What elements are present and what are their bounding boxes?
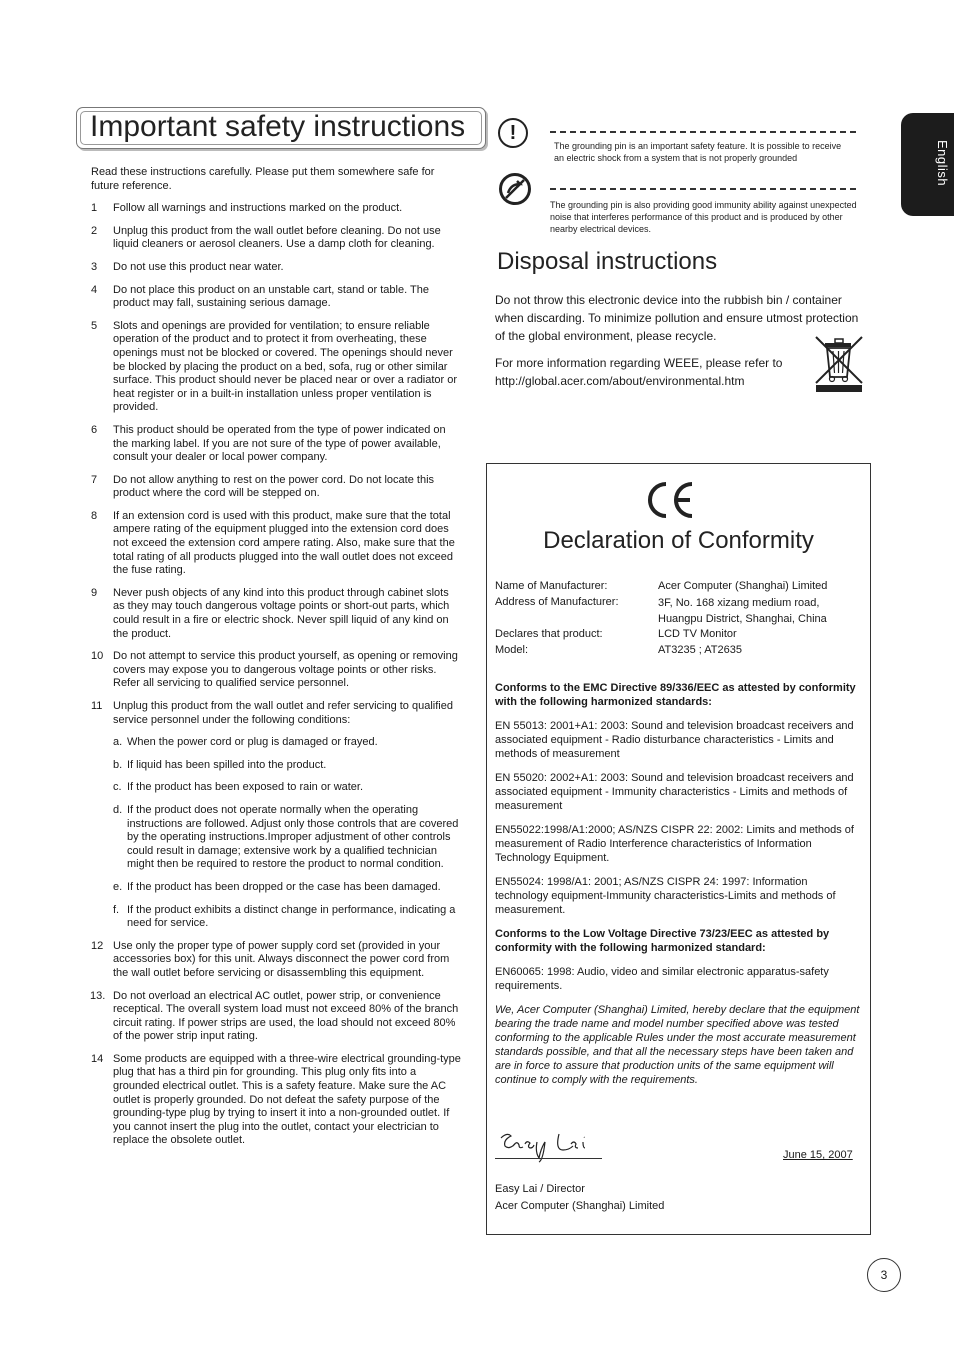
sub-list-item: a. When the power cord or plug is damaged or frayed. — [113, 736, 378, 749]
emc-heading: Conforms to the EMC Directive 89/336/EEC as attested by conformity with the following harmonized standards: — [495, 682, 856, 708]
language-tab-label: English — [935, 140, 950, 187]
standard-en55022: EN55022:1998/A1:2000; AS/NZS CISPR 22: 2002: Limits and methods of measurement of Radio Interference characteristics of Information Technology Equipment. — [495, 824, 854, 864]
sub-list-item: c. If the product has been exposed to rain or water. — [113, 781, 364, 794]
field-value: LCD TV Monitor — [658, 628, 737, 640]
field-value: Acer Computer (Shanghai) Limited — [658, 580, 828, 592]
declaration-statement: We, Acer Computer (Shanghai) Limited, hereby declare that the equipment bearing the trade name and model number specified above was tested conforming to the applicable Rules under the most accurate measurement standards possible, and that all the necessary steps have been taken and are in force to assure that production units of the same equipment will continue to comply with the requirements. — [495, 1004, 860, 1086]
list-item: 5 Slots and openings are provided for ventilation; to ensure reliable operation of the product and to protect it from overheating, these openings must not be blocked or covered. The openings should never be blocked by placing the product on a bed, sofa, rug or other similar surface. This product should never be placed near or over a radiator or heat register or in a built-in installation unless proper ventilation is provided. — [91, 319, 458, 414]
list-item: 1 Follow all warnings and instructions marked on the product. — [91, 202, 403, 215]
list-item: 13. Do not overload an electrical AC outlet, power strip, or convenience receptical. The overall system load must not exceed 80% of the branch circuit rating. If power strips are used, the load should not exceed 80% of the power strip input rating. — [90, 989, 459, 1043]
list-item: 6 This product should be operated from the type of power indicated on the marking label. If you are not sure of the type of power available, consult your dealer or local power company. — [91, 423, 446, 464]
list-item: 10 Do not attempt to service this product yourself, as opening or removing covers may expose you to dangerous voltage points or other risks. Refer all servicing to qualified service personnel. — [91, 650, 458, 690]
list-item: 3 Do not use this product near water. — [91, 260, 284, 273]
declaration-title: Declaration of Conformity — [543, 527, 814, 554]
sub-list-item: d. If the product does not operate normally when the operating instructions are followed. Adjust only those controls that are covered by the operating instructions.Improper adjustment of other controls could result in damage; extensive work by a qualified technician might then be required to restore the product to normal condition. — [113, 803, 459, 871]
signature-date: June 15, 2007 — [783, 1149, 853, 1161]
list-item: 8 If an extension cord is used with this product, make sure that the total ampere rating of the equipment plugged into the extension cord does not exceed the extension cord ampere rating. Also, make sure that the total rating of all products plugged into the wall outlet does not exceed the fuse rating. — [91, 509, 455, 577]
no-entry-icon — [498, 172, 532, 211]
field-label: Name of Manufacturer: — [495, 580, 608, 592]
declaration-body — [495, 681, 860, 1097]
list-item: 12 Use only the proper type of power supply cord set (provided in your accessories box) for this unit. Always disconnect the power cord from the wall outlet before servicing or disassembling this equipment. — [91, 939, 450, 979]
safety-instructions — [91, 166, 461, 1157]
signature-line — [495, 1158, 602, 1159]
standard-en55013: EN 55013: 2001+A1: 2003: Sound and television broadcast receivers and associated equipment - Radio disturbance characteristics - Limits and methods of measurement — [495, 720, 854, 760]
list-item: 4 Do not place this product on an unstable cart, stand or table. The product may fall, sustaining serious damage. — [91, 283, 429, 310]
disposal-text — [495, 291, 867, 399]
safety-intro: Read these instructions carefully. Please put them somewhere safe for future reference. — [91, 166, 435, 192]
divider — [550, 131, 856, 133]
standard-en60065: EN60065: 1998: Audio, video and similar electronic apparatus-safety requirements. — [495, 966, 829, 992]
list-item: 7 Do not allow anything to rest on the power cord. Do not locate this product where the cord will be stepped on. — [91, 473, 435, 500]
page-title: Important safety instructions — [90, 110, 466, 143]
sub-list-item: b. If liquid has been spilled into the product. — [113, 758, 327, 771]
list-item: 14 Some products are equipped with a three-wire electrical grounding-type plug that has a third pin for grounding. This plug only fits into a grounded electrical outlet. This is a safety feature. Make sure the AC outlet is properly grounded. Do not defeat the safety purpose of the grounding-type plug by trying to insert it into a non-grounded outlet. If you cannot insert the plug into the outlet, contact your electrician to replace the obsolete outlet. — [91, 1052, 461, 1147]
list-item: 9 Never push objects of any kind into this product through cabinet slots as they may touch dangerous voltage points or short-out parts, which could result in a fire or electric shock. Never spill liquid of any kind on the product. — [91, 586, 450, 640]
exclamation-icon: ! — [498, 118, 528, 148]
list-item: 2 Unplug this product from the wall outlet before cleaning. Do not use liquid cleaners or aerosol cleaners. Use a damp cloth for cleaning. — [91, 224, 441, 251]
grounding-warning-note: The grounding pin is an important safety feature. It is possible to receive an electric shock from a system that is not properly grounded — [554, 141, 842, 163]
list-item: 11 Unplug this product from the wall outlet and refer servicing to qualified service personnel under the following conditions: — [91, 700, 453, 726]
ce-mark — [646, 481, 698, 524]
field-value: AT3235 ; AT2635 — [658, 644, 742, 656]
field-value: 3F, No. 168 xizang medium road, Huangpu District, Shanghai, China — [658, 597, 827, 625]
disposal-weee-info: For more information regarding WEEE, please refer to http://global.acer.com/about/environmental.htm — [495, 356, 783, 388]
grounding-immunity-note: The grounding pin is also providing good immunity ability against unexpected noise that interferes performance of this product and is produced by other nearby electrical devices. — [550, 200, 857, 234]
signer-name: Easy Lai / Director — [495, 1183, 585, 1195]
standard-en55024: EN55024: 1998/A1: 2001; AS/NZS CISPR 24: 1997: Information technology equipment-Immunity characteristics-Limits and methods of measurement. — [495, 876, 836, 916]
field-label: Declares that product: — [495, 628, 603, 640]
lvd-heading: Conforms to the Low Voltage Directive 73/23/EEC as attested by conformity with the following harmonized standard: — [495, 928, 830, 954]
sub-list-item: e. If the product has been dropped or the case has been damaged. — [113, 880, 441, 893]
page-number: 3 — [867, 1258, 901, 1292]
divider — [550, 188, 856, 190]
weee-bin-icon — [813, 333, 865, 398]
signature — [497, 1126, 601, 1171]
disposal-title: Disposal instructions — [497, 248, 718, 275]
field-label: Model: — [495, 644, 529, 656]
disposal-paragraph: Do not throw this electronic device into the rubbish bin / container when discarding. To minimize pollution and ensure utmost protection of the global environment, please recycle. — [495, 293, 859, 343]
signer-company: Acer Computer (Shanghai) Limited — [495, 1200, 665, 1212]
sub-list-item: f. If the product exhibits a distinct change in performance, indicating a need for service. — [113, 903, 456, 930]
field-label: Address of Manufacturer: — [495, 596, 619, 608]
standard-en55020: EN 55020: 2002+A1: 2003: Sound and television broadcast receivers and associated equipment - Immunity characteristics - Limits and methods of measurement — [495, 772, 854, 812]
